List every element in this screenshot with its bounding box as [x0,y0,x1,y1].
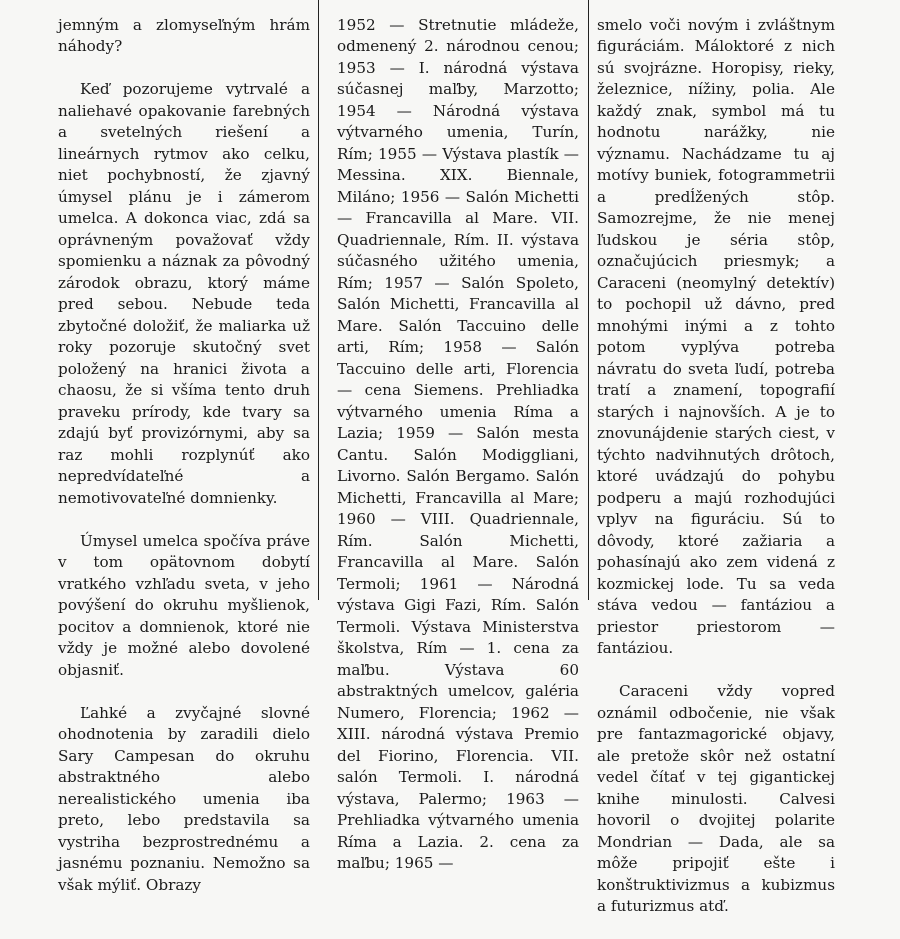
column-divider-1 [318,0,319,600]
text-column-3 [597,0,835,915]
paragraph: jemným a zlomyseľným hrám náhody? [58,15,310,55]
text-column-1 [58,0,310,894]
text-column-2 [337,0,579,872]
paragraph: Keď pozorujeme vytrvalé a naliehavé opakovanie farebných a svetelných riešení a lineárnych rytmov ako celku, niet pochybností, že zjavný úmysel plánu je i zámerom umelca. A dokonca viac, zdá sa oprávneným považovať vždy spomienku a náznak za pôvodný zárodok obrazu, ktorý máme pred sebou. Nebude teda zbytočné doložiť, že maliarka už roky pozoruje skutočný svet položený na hranici života a chaosu, že si všíma tento druh praveku prírody, kde tvary sa zdajú byť provizórnymi, aby sa raz mohli rozplynúť ako nepredvídateľné a nemotivovateľné domnienky. [58,80,310,507]
paragraph: Caraceni vždy vopred oznámil odbočenie, nie však pre fantazmagorické objavy, ale pretože skôr než ostatní vedel čítať v tej gigantickej knihe minulosti. Calvesi hovoril o dvojitej polarite Mondrian — Dada, ale sa môže pripojiť ešte i konštruktivizmus a kubizmus a futurizmus atď. [597,682,835,915]
paragraph: smelo voči novým i zvláštnym figuráciám. Máloktoré z nich sú svojrázne. Horopisy, rieky, železnice, nížiny, polia. Ale každý znak, symbol má tu hodnotu narážky, nie významu. Nachádzame tu aj motívy buniek, fotogrammetrii a predĺžených stôp. Samozrejme, že nie menej ľudskou je séria stôp, označujúcich priesmyk; a Caraceni (neomylný detektív) to pochopil už dávno, pred mnohými inými a z tohto potom vyplýva potreba návratu do sveta ľudí, potreba tratí a znamení, topografií starých i najnovších. A je to znovunájdenie starých ciest, v týchto nadvihnutých drôtoch, ktoré uvádzajú do pohybu podperu a majú rozhodujúci vplyv na figuráciu. Sú to dôvody, ktoré zažiaria a pohasínajú ako zem videná z kozmickej lode. Tu sa veda stáva vedou — fantáziou a priestor priestorom — fantáziou. [597,15,835,657]
paragraph: Ľahké a zvyčajné slovné ohodnotenia by zaradili dielo Sary Campesan do okruhu abstraktného alebo nerealistického umenia iba preto, lebo predstavila sa vystriha bezprostrednému a jasnému poznaniu. Nemožno sa však mýliť. Obrazy [58,703,310,894]
paragraph: Úmysel umelca spočíva práve v tom opätovnom dobytí vratkého vzhľadu sveta, v jeho povýšení do okruhu myšlienok, pocitov a domnienok, ktoré nie vždy je možné alebo dovolené objasniť. [58,531,310,679]
column-divider-2 [588,0,589,600]
paragraph: 1952 — Stretnutie mládeže, odmenený 2. národnou cenou; 1953 — I. národná výstava súčasnej maľby, Marzotto; 1954 — Národná výstava výtvarného umenia, Turín, Rím; 1955 — Výstava plastík — Messina. XIX. Biennale, Miláno; 1956 — Salón Michetti — Francavilla al Mare. VII. Quadriennale, Rím. II. výstava súčasného užitého umenia, Rím; 1957 — Salón Spoleto, Salón Michetti, Francavilla al Mare. Salón Taccuino delle arti, Rím; 1958 — Salón Taccuino delle arti, Florencia — cena Siemens. Prehliadka výtvarného umenia Ríma a Lazia; 1959 — Salón mesta Cantu. Salón Modiggliani, Livorno. Salón Bergamo. Salón Michetti, Francavilla al Mare; 1960 — VIII. Quadriennale, Rím. Salón Michetti, Francavilla al Mare. Salón Termoli; 1961 — Národná výstava Gigi Fazi, Rím. Salón Termoli. Výstava Ministerstva školstva, Rím — 1. cena za maľbu. Výstava 60 abstraktných umelcov, galéria Numero, Florencia; 1962 — XIII. národná výstava Premio del Fiorino, Florencia. VII. salón Termoli. I. národná výstava, Palermo; 1963 — Prehliadka výtvarného umenia Ríma a Lazia. 2. cena za maľbu; 1965 — [337,15,579,872]
